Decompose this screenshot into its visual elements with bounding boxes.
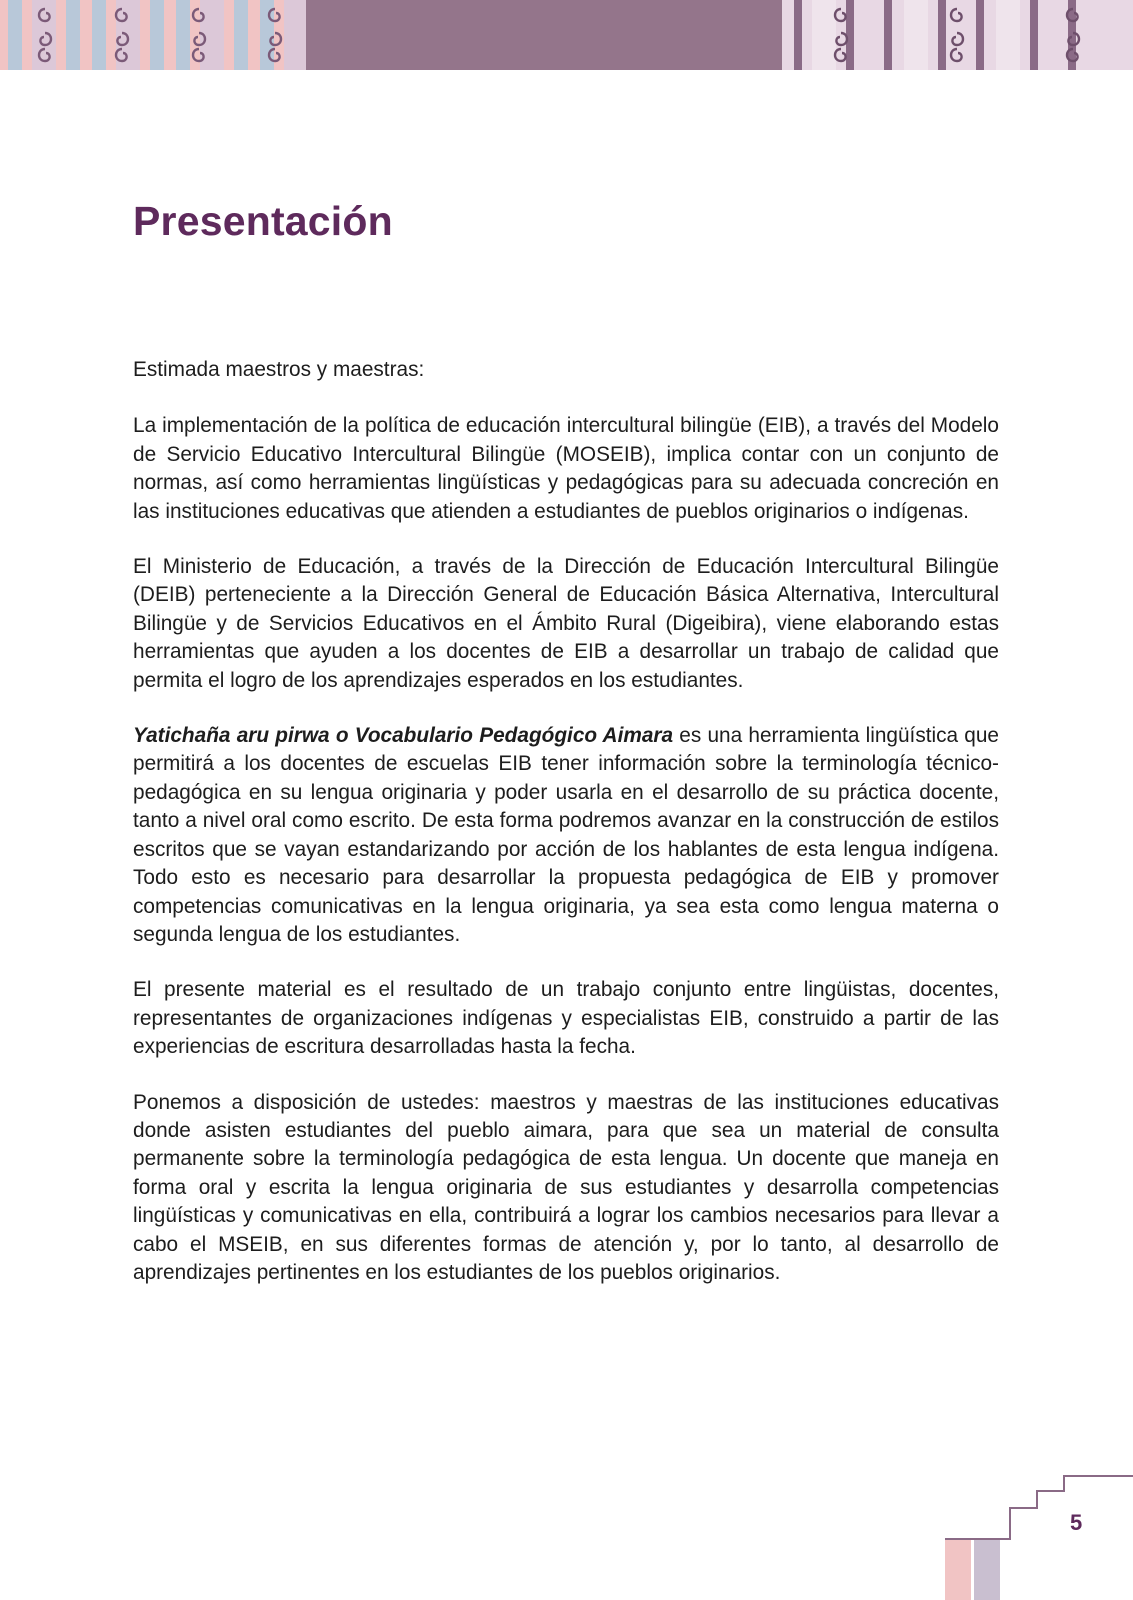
paragraph-1: La implementación de la política de educación intercultural bilingüe (EIB), a través del Modelo de Servicio Educativo Intercultural Bilingüe (MOSEIB), implica contar con un conjunto de normas, así como herramientas lingüísticas y pedagógicas para su adecuada concreción en las instituciones educativas que atienden a estudiantes de pueblos originarios o indígenas. [133,414,999,523]
spiral-motif-icon [111,0,133,70]
paragraph-2: El Ministerio de Educación, a través de la Dirección de Educación Intercultural Bilingüe (DEIB) perteneciente a la Dirección General de Educación Básica Alternativa, Intercultural Bilingüe y de Servicios Educativos en el Ámbito Rural (Digeibira), viene elaborando estas herramientas que ayuden a los docentes de EIB a desarrollar un trabajo de calidad que permita el logro de los aprendizajes esperados en los estudiantes. [133,555,999,692]
spiral-motif-icon [34,0,56,70]
paragraph-3 [133,722,999,949]
page-body [133,356,999,1287]
paragraph-3-text: es una herramienta lingüística que permitirá a los docentes de escuelas EIB tener información sobre la terminología técnico-pedagógica en su lengua originaria y poder usarla en el desarrollo de su práctica docente, tanto a nivel oral como escrito. De esta forma podremos avanzar en la construcción de estilos escritos que se vayan estandarizando por acción de los hablantes de esta lengua indígena. Todo esto es necesario para desarrollar la propuesta pedagógica de EIB y promover competencias comunicativas en la lengua originaria, ya sea esta como lengua materna o segunda lengua de los estudiantes. [133,724,1000,946]
book-title-emphasis: Yatichaña aru pirwa o Vocabulario Pedagógico Aimara [133,724,674,748]
page-number: 5 [1070,1510,1083,1535]
greeting: Estimada maestros y maestras: [133,358,425,381]
paragraph-4: El presente material es el resultado de un trabajo conjunto entre lingüistas, docentes, representantes de organizaciones indígenas y especialistas EIB, construido a partir de las experiencias de escritura desarrolladas hasta la fecha. [133,978,999,1059]
footer-stripe [945,1540,971,1600]
spiral-motif-icon [830,0,852,70]
spiral-motif-icon [264,0,286,70]
spiral-motif-icon [1062,0,1084,70]
spiral-motif-icon [188,0,210,70]
paragraph-5: Ponemos a disposición de ustedes: maestros y maestras de las instituciones educativas donde asisten estudiantes del pueblo aimara, para que sea un material de consulta permanente sobre la terminología pedagógica de esta lengua. Un docente que maneja en forma oral y escrita la lengua originaria de sus estudiantes y desarrolla competencias lingüísticas y comunicativas en ella, contribuirá a lograr los cambios necesarios para llevar a cabo el MSEIB, en sus diferentes formas de atención y, por lo tanto, al desarrollo de aprendizajes pertinentes en los estudiantes de los pueblos originarios. [133,1090,999,1284]
footer-stripe [974,1540,1000,1600]
page-title: Presentación [133,198,393,244]
top-decorative-band [0,0,1133,70]
spiral-motif-icon [946,0,968,70]
